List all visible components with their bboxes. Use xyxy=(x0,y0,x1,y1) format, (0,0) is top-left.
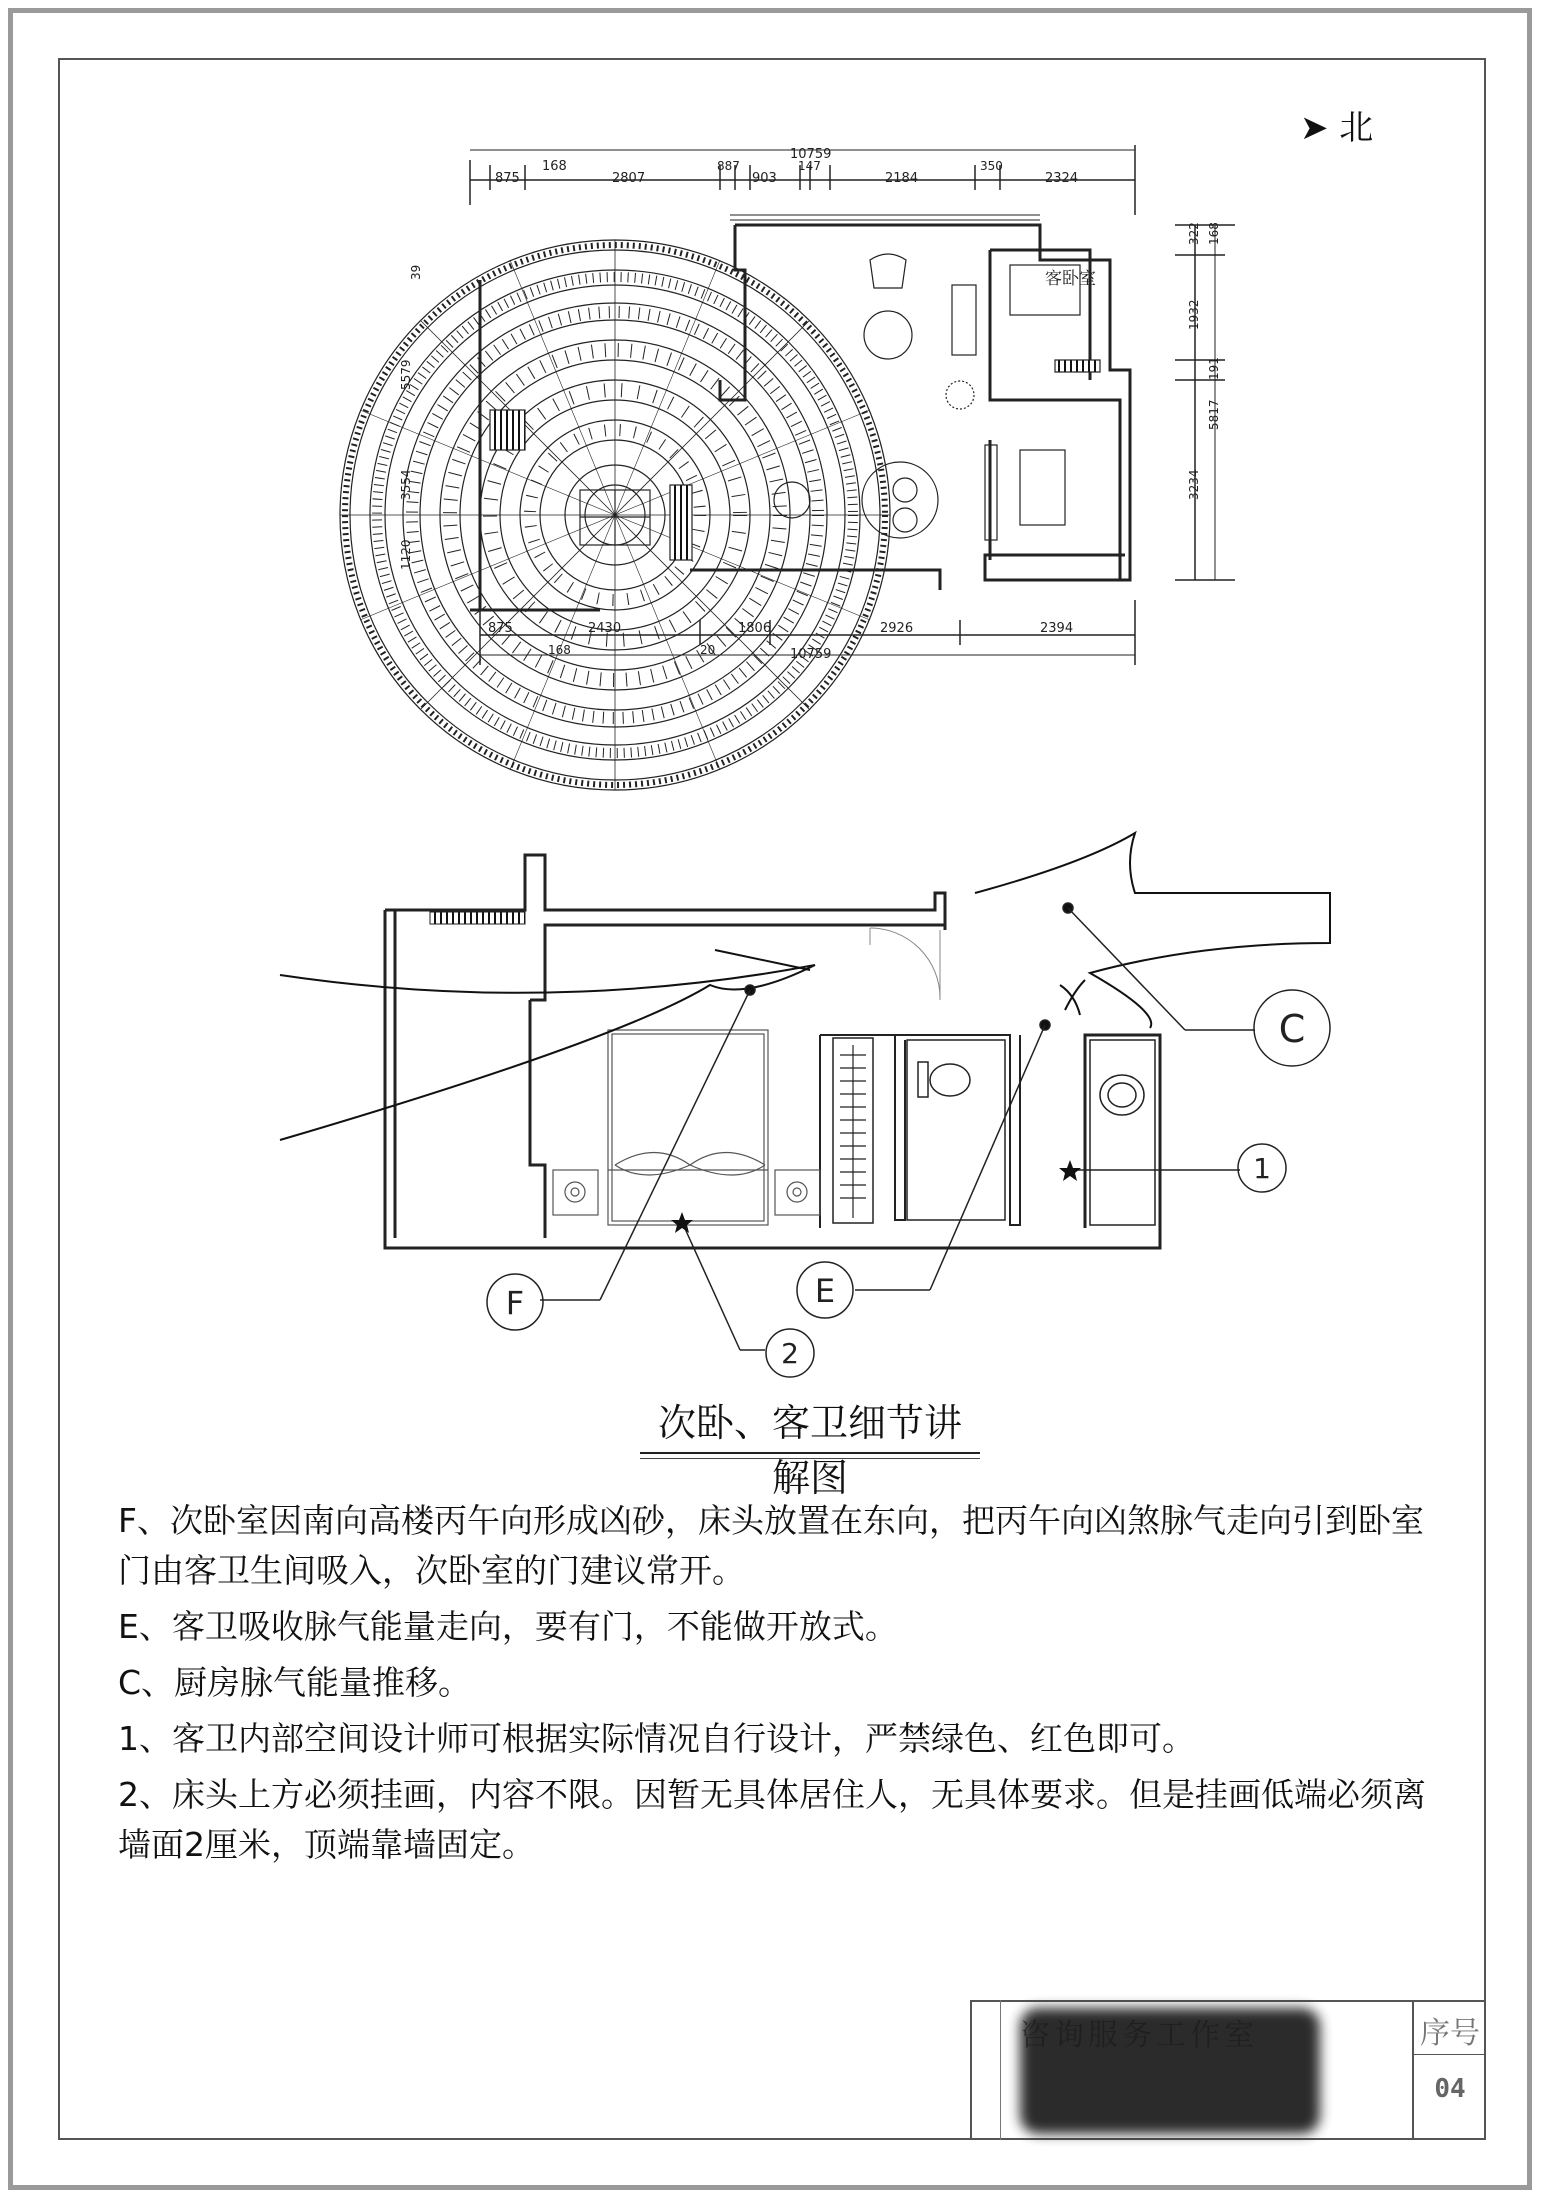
top-dim-5: 903 xyxy=(752,171,777,186)
bottom-dim-3: 20 xyxy=(700,643,716,657)
sequence-number: 04 xyxy=(1434,2074,1466,2104)
top-dim-6: 147 xyxy=(798,159,821,173)
top-dim-3: 887 xyxy=(717,159,740,173)
detail-plan xyxy=(385,855,1160,1248)
left-dim-3: 5579 xyxy=(399,359,413,390)
left-dim-4: 3554 xyxy=(399,469,413,500)
bottom-dim-4: 1806 xyxy=(738,621,772,636)
compass-rose-luopan xyxy=(340,240,890,790)
top-total-dim: 10759 xyxy=(790,147,832,162)
left-dim-5: 1120 xyxy=(399,539,413,570)
right-dim-1: 322 xyxy=(1187,222,1201,245)
north-indicator: ➤ 北 xyxy=(1300,108,1374,148)
arrow-small-in xyxy=(1060,980,1085,1015)
balcony xyxy=(730,215,1040,220)
apartment-walls xyxy=(470,225,1130,610)
door-swing xyxy=(870,928,940,1000)
right-dim-5: 3234 xyxy=(1187,469,1201,500)
note-f: F、次卧室因南向高楼丙午向形成凶砂，床头放置在东向，把丙午向凶煞脉气走向引到卧室门由客卫生间吸入，次卧室的门建议常开。 xyxy=(118,1501,1424,1590)
redaction-mark xyxy=(1020,2008,1320,2134)
nightstands xyxy=(553,1170,820,1215)
toilet xyxy=(907,1040,1005,1220)
detail-caption: 次卧、客卫细节讲解图 xyxy=(657,1401,962,1500)
callout-c-label: C xyxy=(1278,1007,1306,1051)
detail-outer-wall xyxy=(385,910,1160,1248)
callout-e-label: E xyxy=(814,1272,836,1310)
bottom-dim-5: 2926 xyxy=(880,621,914,636)
bottom-dim-0: 875 xyxy=(488,621,513,636)
note-c: C、厨房脉气能量推移。 xyxy=(118,1663,472,1702)
top-dim-10: 2324 xyxy=(1045,171,1079,186)
top-dim-1: 168 xyxy=(542,159,567,174)
right-dimension-line xyxy=(1175,225,1235,580)
design-notes xyxy=(118,1496,1428,1876)
guest-bedroom-label: 客卧室 xyxy=(1045,269,1096,289)
bottom-dim-2: 2430 xyxy=(588,621,622,636)
note-1: 1、客卫内部空间设计师可根据实际情况自行设计，严禁绿色、红色即可。 xyxy=(118,1719,1195,1758)
callouts xyxy=(487,903,1330,1377)
sequence-cell-divider xyxy=(1412,2054,1484,2055)
top-dim-8: 2184 xyxy=(885,171,919,186)
right-dim-0: 168 xyxy=(1207,222,1221,245)
callout-1-label: 1 xyxy=(1253,1152,1271,1185)
callout-f-label: F xyxy=(505,1284,525,1322)
arrow-south-flow xyxy=(280,965,815,1140)
caption-underline xyxy=(640,1452,980,1454)
note-2: 2、床头上方必须挂画，内容不限。因暂无具体居住人，无具体要求。但是挂画低端必须离墙面2厘米，顶端靠墙固定。 xyxy=(118,1775,1426,1864)
bottom-dim-6: 2394 xyxy=(1040,621,1074,636)
note-e: E、客卫吸收脉气能量走向，要有门，不能做开放式。 xyxy=(118,1607,898,1646)
plan-furniture xyxy=(490,254,1100,560)
title-block-divider xyxy=(1000,2000,1001,2140)
floor-plan xyxy=(340,145,1235,790)
top-dim-9: 350 xyxy=(980,159,1003,173)
bottom-dim-1: 168 xyxy=(548,643,571,657)
bed xyxy=(608,1030,768,1225)
sink xyxy=(1090,1040,1155,1225)
right-dim-3: 191 xyxy=(1207,357,1221,380)
caption-underline-thin xyxy=(640,1458,980,1459)
arrow-kitchen-flow xyxy=(975,833,1330,1028)
top-dim-0: 875 xyxy=(495,171,520,186)
right-dim-4: 5817 xyxy=(1207,399,1221,430)
wardrobe-hangers xyxy=(840,1045,866,1218)
bottom-total-dim: 10759 xyxy=(790,647,832,662)
sequence-label: 序号 xyxy=(1420,2016,1480,2051)
top-dim-2: 2807 xyxy=(612,171,646,186)
callout-2-label: 2 xyxy=(781,1337,799,1370)
right-dim-2: 1932 xyxy=(1187,299,1201,330)
qi-flow-arrows xyxy=(280,833,1330,1140)
radiator xyxy=(430,912,525,924)
left-dim-0: 39 xyxy=(409,264,423,280)
